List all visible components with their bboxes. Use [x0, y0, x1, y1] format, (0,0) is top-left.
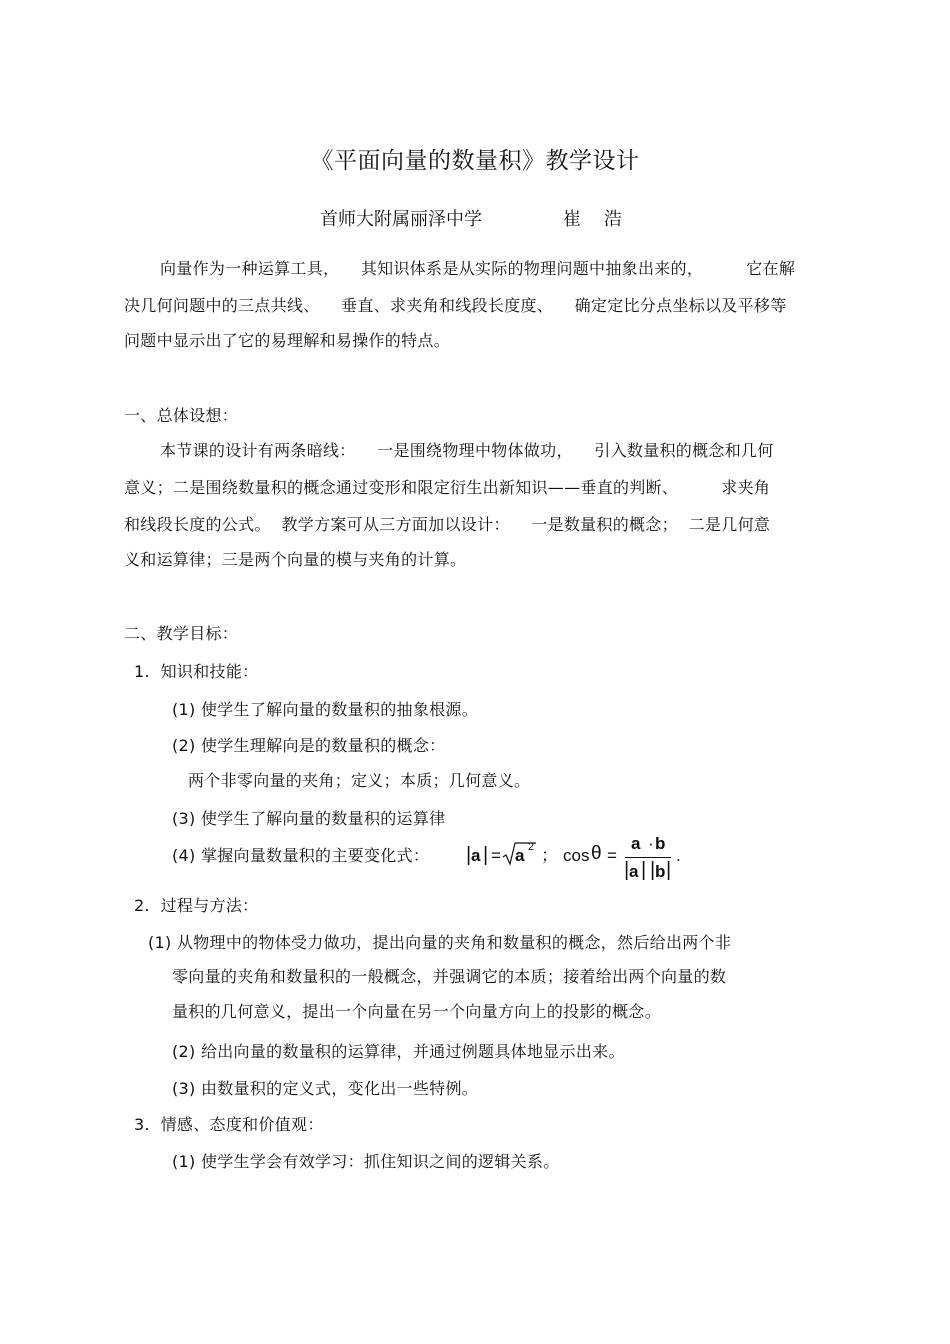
- intro-line-2: 决几何问题中的三点共线、 垂直、求夹角和线段长度度、 确定定比分点坐标以及平移等: [124, 296, 787, 315]
- sub1-item-3: (3) 使学生了解向量的数量积的运算律: [172, 809, 446, 828]
- abs-bar-right: |: [483, 844, 489, 866]
- sub2-heading: 2. 过程与方法：: [134, 896, 259, 915]
- formula-end: .: [676, 846, 681, 865]
- den-bar-4: |: [666, 859, 672, 881]
- formula-abs-a: a: [471, 846, 481, 865]
- section1-line-2: 意义；二是围绕数量积的概念通过变形和限定衍生出新知识——垂直的判断、 求夹角: [124, 478, 771, 497]
- formula-den-a: a: [629, 862, 639, 881]
- sub2-item-3: (3) 由数量积的定义式，变化出一些特例。: [172, 1079, 479, 1098]
- sub2-item-2: (2) 给出向量的数量积的运算律，并通过例题具体地显示出来。: [172, 1042, 625, 1061]
- sub1-item-2: (2) 使学生理解向是的数量积的概念：: [172, 736, 446, 755]
- sub3-heading: 3. 情感、态度和价值观：: [134, 1115, 324, 1134]
- sub2-item-1-cont-1: 零向量的夹角和数量积的一般概念，并强调它的本质；接着给出两个向量的数: [172, 967, 727, 986]
- section1-line-1: 本节课的设计有两条暗线： 一是围绕物理中物体做功， 引入数量积的概念和几何: [160, 441, 774, 460]
- document-title: 《平面向量的数量积》教学设计: [310, 148, 640, 174]
- author-name: 崔 浩: [563, 209, 622, 230]
- section2-heading: 二、教学目标：: [124, 624, 239, 643]
- formula-den-b: b: [655, 862, 666, 881]
- formula-cos: cos: [563, 846, 590, 865]
- formula-separator: ；: [541, 846, 558, 865]
- sub3-item-1: (1) 使学生学会有效学习：抓住知识之间的逻辑关系。: [172, 1152, 560, 1171]
- formula-theta: θ: [591, 843, 602, 864]
- den-bar-2: |: [641, 859, 647, 881]
- sub1-item-1: (1) 使学生了解向量的数量积的抽象根源。: [172, 700, 479, 719]
- den-bar-3: |: [650, 859, 656, 881]
- intro-line-3: 问题中显示出了它的易理解和易操作的特点。: [124, 331, 451, 350]
- formula-exponent: 2: [528, 841, 535, 853]
- sub1-item-4: (4) 掌握向量数量积的主要变化式：: [172, 846, 430, 865]
- author-school: 首师大附属丽泽中学: [320, 209, 482, 230]
- sub2-item-1-cont-2: 量积的几何意义，提出一个向量在另一个向量方向上的投影的概念。: [172, 1002, 662, 1021]
- sub1-heading: 1. 知识和技能：: [134, 662, 259, 681]
- section1-line-3: 和线段长度的公式。 教学方案可从三方面加以设计： 一是数量积的概念； 二是几何意: [124, 515, 771, 534]
- formula-eq-2: =: [607, 846, 617, 865]
- intro-line-1: 向量作为一种运算工具， 其知识体系是从实际的物理问题中抽象出来的， 它在解: [160, 259, 796, 278]
- fraction-bar: [625, 857, 671, 858]
- den-bar-1: |: [624, 859, 630, 881]
- sub1-item-2-detail: 两个非零向量的夹角；定义；本质；几何意义。: [188, 771, 531, 790]
- formula-num-a: a: [631, 834, 641, 853]
- formula-num-dot: ·: [648, 834, 654, 853]
- section1-line-4: 义和运算律；三是两个向量的模与夹角的计算。: [124, 550, 467, 569]
- formula-sqrt-a: a: [515, 846, 525, 865]
- section1-heading: 一、总体设想：: [124, 406, 239, 425]
- formula-eq-1: =: [491, 846, 501, 865]
- abs-bar-left: |: [466, 844, 472, 866]
- formula-num-b: b: [655, 834, 666, 853]
- sub2-item-1: (1) 从物理中的物体受力做功，提出向量的夹角和数量积的概念，然后给出两个非: [148, 933, 732, 952]
